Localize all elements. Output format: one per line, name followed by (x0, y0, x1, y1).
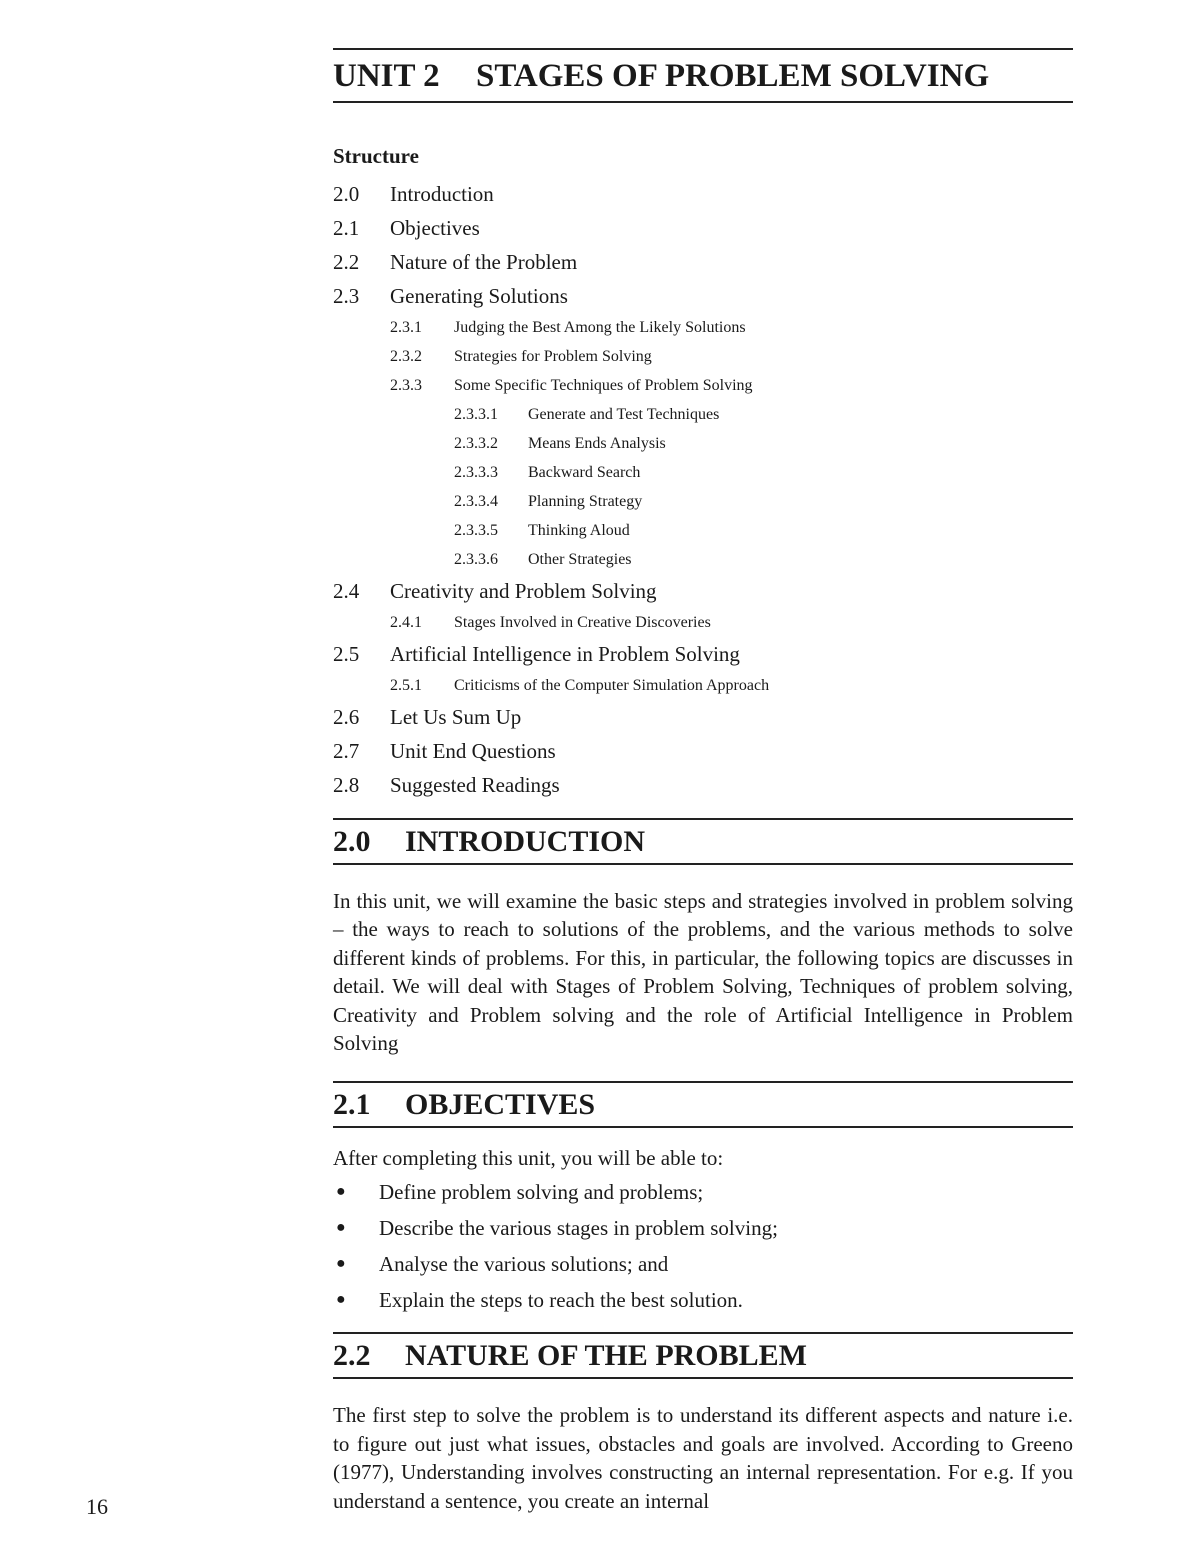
toc-entry-number: 2.5 (333, 642, 360, 666)
toc-entry (333, 245, 1073, 279)
objectives-list (333, 1174, 1073, 1318)
toc-entry-number: 2.1 (333, 216, 360, 240)
unit-number: UNIT 2 (333, 58, 440, 94)
toc-entry-label: Introduction (390, 182, 494, 206)
introduction-paragraph: In this unit, we will examine the basic steps and strategies involved in problem solving – the ways to reach to solutions of the problems, and the various methods to solve different kinds of problems. For this, in particular, the following topics are discusses in detail. We will deal with Stages of Problem Solving, Techniques of problem solving, Creativity and Problem solving and the role of Artificial Intelligence in Problem Solving (333, 889, 1073, 1056)
toc-entry-label: Unit End Questions (390, 739, 556, 763)
toc-entry (333, 574, 1073, 608)
toc-entry (333, 545, 1073, 574)
toc-entry-number: 2.3.3.5 (454, 522, 498, 539)
toc-entry-number: 2.2 (333, 250, 360, 274)
toc-entry-label: Objectives (390, 216, 480, 240)
toc-entry-label: Criticisms of the Computer Simulation Approach (454, 677, 770, 694)
toc-entry-label: Stages Involved in Creative Discoveries (454, 614, 711, 631)
toc-entry-label: Let Us Sum Up (390, 705, 522, 729)
toc-entry (333, 608, 1073, 637)
toc-entry-label: Backward Search (528, 464, 641, 481)
page-content (333, 48, 1073, 1515)
table-of-contents (333, 177, 1073, 802)
toc-entry (333, 400, 1073, 429)
section-title: NATURE OF THE PROBLEM (405, 1339, 807, 1373)
bullet-icon: ● (336, 1291, 346, 1309)
toc-entry-number: 2.3.1 (390, 319, 422, 336)
list-item-text: Define problem solving and problems; (379, 1180, 704, 1205)
toc-entry (333, 279, 1073, 313)
toc-entry-label: Other Strategies (528, 551, 632, 568)
toc-entry-number: 2.3.3.2 (454, 435, 498, 452)
toc-entry-number: 2.3.3 (390, 377, 422, 394)
toc-entry-number: 2.3.3.1 (454, 406, 498, 423)
toc-entry (333, 313, 1073, 342)
toc-entry-number: 2.3.3.6 (454, 551, 498, 568)
toc-entry-number: 2.3.2 (390, 348, 422, 365)
toc-entry-label: Artificial Intelligence in Problem Solving (390, 642, 740, 666)
toc-entry (333, 371, 1073, 400)
toc-entry-number: 2.5.1 (390, 677, 422, 694)
toc-entry-label: Planning Strategy (528, 493, 643, 510)
toc-entry (333, 768, 1073, 802)
objectives-lead: After completing this unit, you will be able to: (333, 1146, 724, 1171)
toc-entry-number: 2.0 (333, 182, 360, 206)
toc-entry (333, 516, 1073, 545)
unit-title-text: STAGES OF PROBLEM SOLVING (476, 58, 990, 94)
section-number: 2.1 (333, 1088, 371, 1122)
toc-entry (333, 429, 1073, 458)
list-item (333, 1282, 1073, 1318)
toc-entry-label: Generating Solutions (390, 284, 568, 308)
toc-entry-label: Thinking Aloud (528, 522, 630, 539)
section-heading-introduction (333, 818, 1073, 865)
toc-entry-number: 2.4.1 (390, 614, 422, 631)
list-item-text: Explain the steps to reach the best solution. (379, 1288, 743, 1313)
page-number: 16 (86, 1494, 108, 1519)
nature-paragraph: The first step to solve the problem is to understand its different aspects and nature i.e. to figure out just what issues, obstacles and goals are involved. According to Greeno (1977), Understanding involves constructing an internal representation. For e.g. If you understand a sentence, you create an internal (333, 1403, 1073, 1513)
bullet-icon: ● (336, 1183, 346, 1201)
toc-entry (333, 700, 1073, 734)
toc-entry (333, 671, 1073, 700)
toc-entry-label: Judging the Best Among the Likely Solutions (454, 319, 746, 336)
toc-entry-label: Means Ends Analysis (528, 435, 666, 452)
structure-heading: Structure (333, 144, 419, 168)
toc-entry (333, 734, 1073, 768)
list-item-text: Analyse the various solutions; and (379, 1252, 669, 1277)
toc-entry-number: 2.6 (333, 705, 360, 729)
toc-entry-number: 2.3.3.4 (454, 493, 498, 510)
toc-entry-number: 2.3.3.3 (454, 464, 498, 481)
toc-entry-label: Some Specific Techniques of Problem Solving (454, 377, 753, 394)
toc-entry-label: Strategies for Problem Solving (454, 348, 652, 365)
toc-entry-number: 2.4 (333, 579, 360, 603)
toc-entry-label: Generate and Test Techniques (528, 406, 720, 423)
section-title: INTRODUCTION (405, 825, 646, 858)
list-item (333, 1246, 1073, 1282)
list-item-text: Describe the various stages in problem solving; (379, 1216, 778, 1241)
unit-title (333, 48, 1073, 103)
toc-entry (333, 637, 1073, 671)
toc-entry (333, 177, 1073, 211)
section-title: OBJECTIVES (405, 1088, 596, 1122)
toc-entry-label: Creativity and Problem Solving (390, 579, 657, 603)
list-item (333, 1174, 1073, 1210)
section-number: 2.0 (333, 825, 371, 858)
section-heading-nature (333, 1332, 1073, 1379)
bullet-icon: ● (336, 1255, 346, 1273)
toc-entry (333, 458, 1073, 487)
toc-entry-label: Suggested Readings (390, 773, 560, 797)
toc-entry (333, 342, 1073, 371)
toc-entry-number: 2.7 (333, 739, 360, 763)
toc-entry-number: 2.3 (333, 284, 360, 308)
list-item (333, 1210, 1073, 1246)
toc-entry-number: 2.8 (333, 773, 360, 797)
section-heading-objectives (333, 1081, 1073, 1128)
toc-entry-label: Nature of the Problem (390, 250, 578, 274)
bullet-icon: ● (336, 1219, 346, 1237)
toc-entry (333, 487, 1073, 516)
section-number: 2.2 (333, 1339, 371, 1373)
toc-entry (333, 211, 1073, 245)
